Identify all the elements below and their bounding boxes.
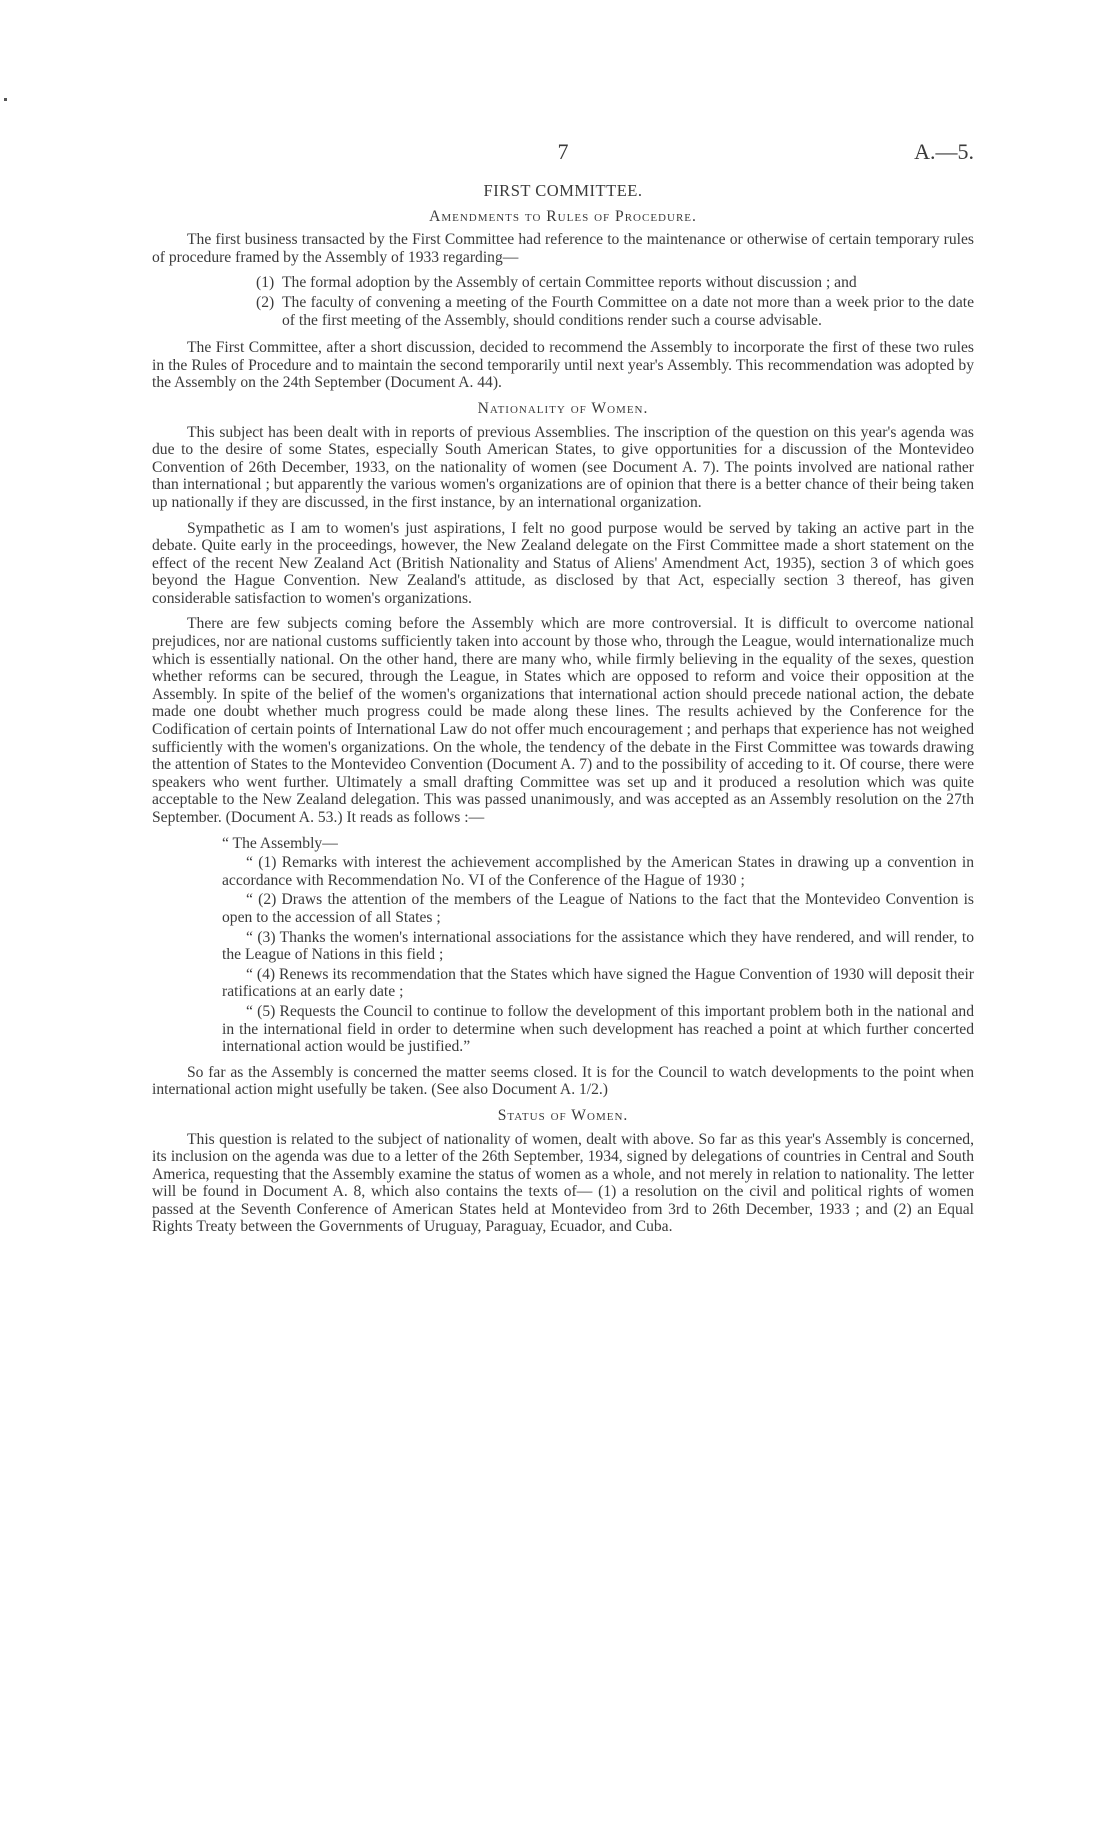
amendments-intro: The first business transacted by the First Committee had reference to the maintenance or otherwise of certain temporary rules of procedure framed by the Assembly of 1933 regarding— xyxy=(152,231,974,266)
document-body xyxy=(152,182,974,1244)
list-item-number: (2) xyxy=(256,293,275,311)
nationality-paragraph-3: There are few subjects coming before the Assembly which are more controversial. It is difficult to overcome national prejudices, nor are national customs sufficiently taken into account by those who, through the League, would internationalize much which is essentially national. On the other hand, there are many who, while firmly believing in the equality of the sexes, question whether reforms can be secured, through the League, in States which are opposed to reform and voice their opposition at the Assembly. In spite of the belief of the women's organizations that international action should precede national action, the debate made one doubt whether much progress could be made along these lines. The results achieved by the Conference for the Codification of certain points of International Law do not offer much encouragement ; and perhaps that experience has not weighed sufficiently with the women's organizations. On the whole, the tendency of the debate in the First Committee was towards drawing the attention of States to the Montevideo Convention (Document A. 7) and to the possibility of acceding to it. Of course, there were speakers who went further. Ultimately a small drafting Committee was set up and it produced a resolution which was quite acceptable to the New Zealand delegation. This was passed unanimously, and was accepted as an Assembly resolution on the 27th September. (Document A. 53.) It reads as follows :— xyxy=(152,615,974,826)
resolution-item: “ (2) Draws the attention of the members of the League of Nations to the fact that the Montevideo Convention is open to the accession of all States ; xyxy=(222,891,974,926)
resolution-item: “ (1) Remarks with interest the achievement accomplished by the American States in drawing up a convention in accordance with Recommendation No. VI of the Conference of the Hague of 1930 ; xyxy=(222,854,974,889)
section-heading-amendments: Amendments to Rules of Procedure. xyxy=(429,207,697,225)
page-header xyxy=(152,139,974,165)
amendments-conclusion: The First Committee, after a short discussion, decided to recommend the Assembly to incorporate the first of these two rules in the Rules of Procedure and to maintain the second temporarily until next year's Assembly. This recommendation was adopted by the Assembly on the 24th September (Document A. 44). xyxy=(152,339,974,392)
resolution-item: “ (3) Thanks the women's international associations for the assistance which they have rendered, and will render, to the League of Nations in this field ; xyxy=(222,928,974,964)
list-item-text: The formal adoption by the Assembly of certain Committee reports without discussion ; and xyxy=(282,274,857,292)
resolution-item: “ (5) Requests the Council to continue to follow the development of this important problem both in the national and in the international field in order to determine when such development has reached a point at which further concerted international action would be justified.” xyxy=(222,1002,974,1056)
list-item xyxy=(152,294,974,329)
list-item xyxy=(152,274,974,292)
list-item-text: The faculty of convening a meeting of the Fourth Committee on a date not more than a week prior to the date of the first meeting of the Assembly, should conditions render such a course advisable. xyxy=(282,293,974,329)
list-item-number: (1) xyxy=(256,274,275,292)
scan-mark xyxy=(4,98,7,101)
resolution-intro: “ The Assembly— xyxy=(222,834,338,852)
committee-title: FIRST COMMITTEE. xyxy=(483,181,643,200)
section-heading-status: Status of Women. xyxy=(497,1106,629,1124)
status-paragraph-1: This question is related to the subject of nationality of women, dealt with above. So far as this year's Assembly is concerned, its inclusion on the agenda was due to a letter of the 26th September, 1934, signed by delegations of countries in Central and South America, requesting that the Assembly examine the status of women as a whole, and not merely in relation to nationality. The letter will be found in Document A. 8, which also contains the texts of— (1) a resolution on the civil and political rights of women passed at the Seventh Conference of American States held at Montevideo from 3rd to 26th December, 1933 ; and (2) an Equal Rights Treaty between the Governments of Uruguay, Paraguay, Ecuador, and Cuba. xyxy=(152,1130,974,1236)
section-heading-nationality: Nationality of Women. xyxy=(477,399,649,417)
amendments-list xyxy=(152,274,974,329)
page-number: 7 xyxy=(557,139,569,164)
resolution-item: “ (4) Renews its recommendation that the States which have signed the Hague Convention of 1930 will deposit their ratifications at an early date ; xyxy=(222,965,974,1001)
nationality-closing: So far as the Assembly is concerned the matter seems closed. It is for the Council to watch developments to the point when international action might usefully be taken. (See also Document A. 1/2.) xyxy=(152,1063,974,1099)
nationality-paragraph-2: Sympathetic as I am to women's just aspirations, I felt no good purpose would be served by taking an active part in the debate. Quite early in the proceedings, however, the New Zealand delegate on the First Committee made a short statement on the effect of the recent New Zealand Act (British Nationality and Status of Aliens' Amendment Act, 1935), section 3 of which goes beyond the Hague Convention. New Zealand's attitude, as disclosed by that Act, especially section 3 thereof, has given considerable satisfaction to women's organizations. xyxy=(152,519,974,607)
nationality-paragraph-1: This subject has been dealt with in reports of previous Assemblies. The inscription of the question on this year's agenda was due to the desire of some States, especially South American States, to give opportunities for a discussion of the Montevideo Convention of 26th December, 1933, on the nationality of women (see Document A. 7). The points involved are national rather than international ; but apparently the various women's organizations are of opinion that there is a better chance of their being taken up nationally if they are discussed, in the first instance, by an international organization. xyxy=(152,423,974,511)
resolution-quote xyxy=(152,835,974,1056)
document-reference: A.—5. xyxy=(914,139,974,164)
